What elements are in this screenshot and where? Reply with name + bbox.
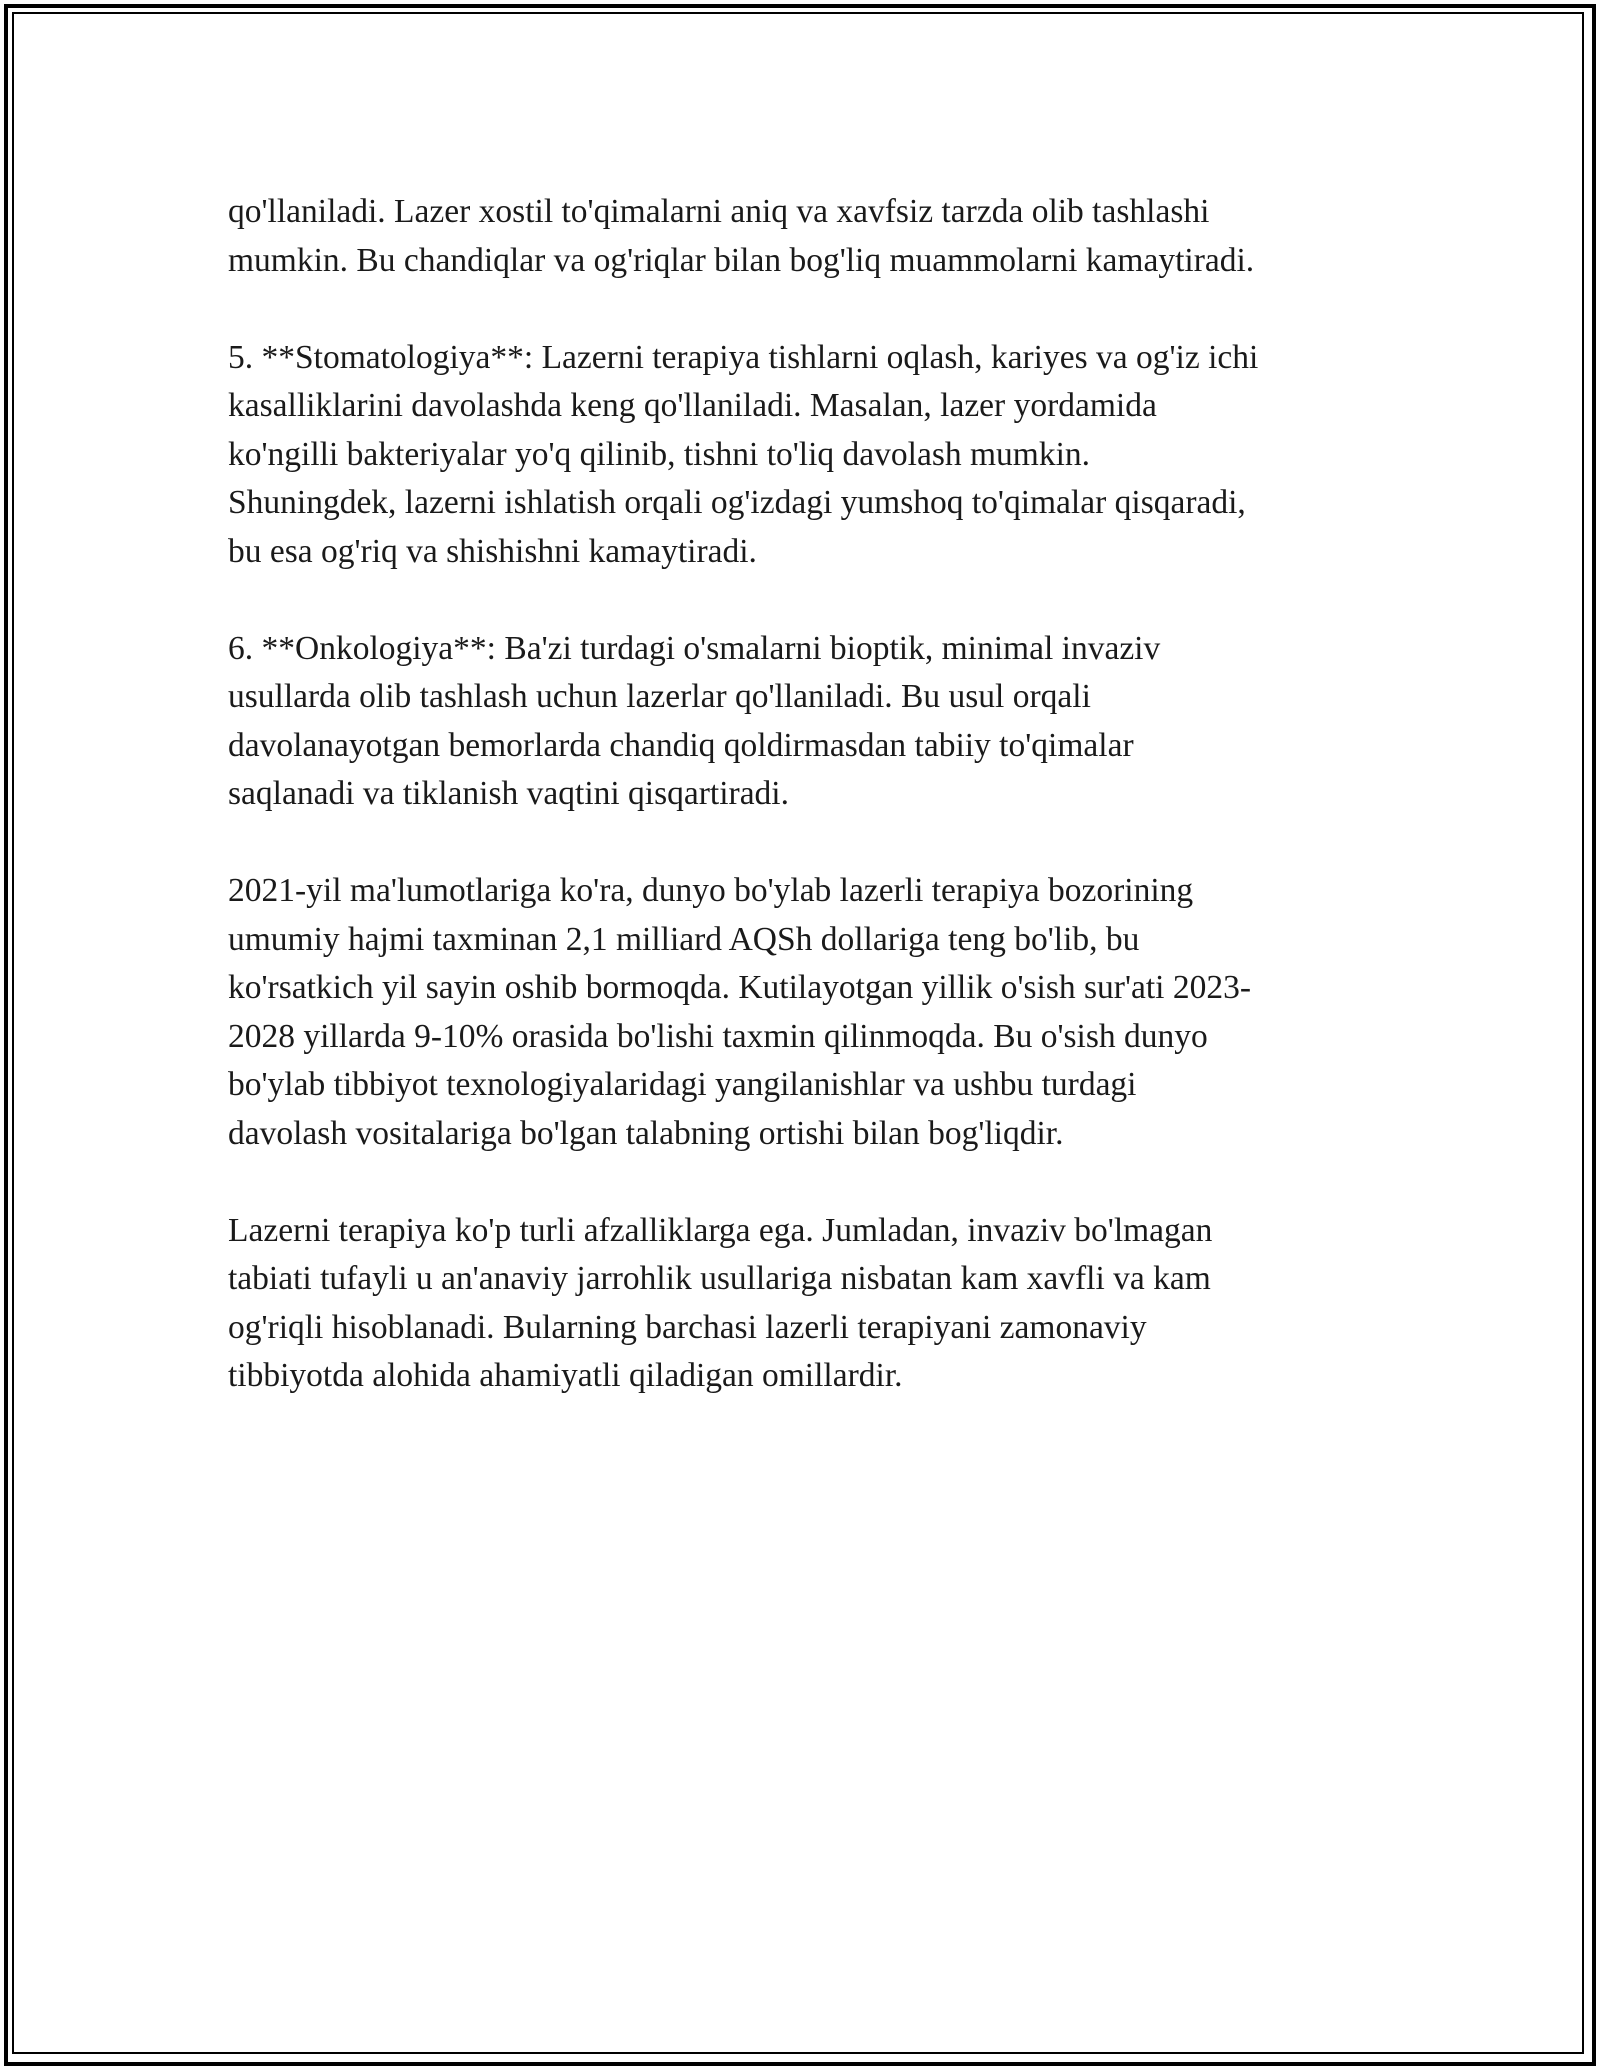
- paragraph-advantages: Lazerni terapiya ko'p turli afzalliklarga ega. Jumladan, invaziv bo'lmagan tabiati tufayli u an'anaviy jarrohlik usullariga nisbatan kam xavfli va kam og'riqli hisoblanadi. Bularning barchasi lazerli terapiyani zamonaviy tibbiyotda alohida ahamiyatli qiladigan omillardir.: [228, 1211, 1213, 1394]
- document-body: [228, 188, 1378, 1449]
- paragraph-continuation: qo'llaniladi. Lazer xostil to'qimalarni aniq va xavfsiz tarzda olib tashlashi mumkin. Bu chandiqlar va og'riqlar bilan bog'liq muammolarni kamaytiradi.: [228, 193, 1255, 279]
- paragraph-stomatologiya: 5. **Stomatologiya**: Lazerni terapiya tishlarni oqlash, kariyes va og'iz ichi kasalliklarini davolashda keng qo'llaniladi. Masalan, lazer yordamida ko'ngilli bakteriyalar yo'q qilinib, tishni to'liq davolash mumkin. Shuningdek, lazerni ishlatish orqali og'izdagi yumshoq to'qimalar qisqaradi, bu esa og'riq va shishishni kamaytiradi.: [228, 338, 1259, 570]
- paragraph-onkologiya: 6. **Onkologiya**: Ba'zi turdagi o'smalarni bioptik, minimal invaziv usullarda olib tashlash uchun lazerlar qo'llaniladi. Bu usul orqali davolanayotgan bemorlarda chandiq qoldirmasdan tabiiy to'qimalar saqlanadi va tiklanish vaqtini qisqartiradi.: [228, 629, 1161, 812]
- paragraph-market-data: 2021-yil ma'lumotlariga ko'ra, dunyo bo'ylab lazerli terapiya bozorining umumiy hajmi taxminan 2,1 milliard AQSh dollariga teng bo'lib, bu ko'rsatkich yil sayin oshib bormoqda. Kutilayotgan yillik o'sish sur'ati 2023- 2028 yillarda 9-10% orasida bo'lishi taxmin qilinmoqda. Bu o'sish dunyo bo'ylab tibbiyot texnologiyalaridagi yangilanishlar va ushbu turdagi davolash vositalariga bo'lgan talabning ortishi bilan bog'liqdir.: [228, 872, 1252, 1152]
